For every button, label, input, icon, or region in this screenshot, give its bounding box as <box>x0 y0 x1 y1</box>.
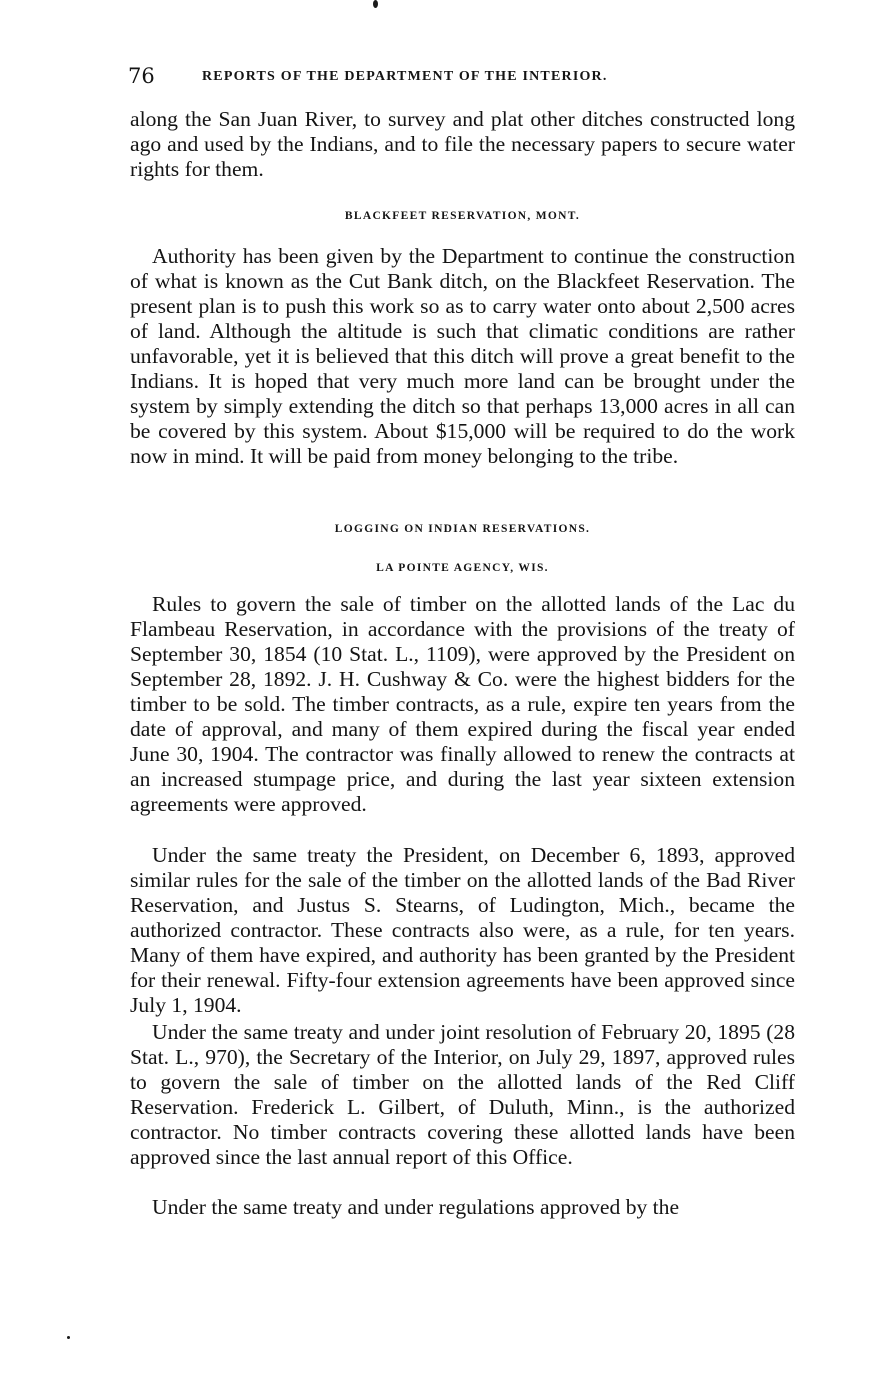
print-speck <box>67 1336 70 1339</box>
paragraph-lac-du-flambeau: Rules to govern the sale of timber on the allotted lands of the Lac du Flambeau Reservation, in accordance with the provisions of the treaty of September 30, 1854 (10 Stat. L., 1109), were approved by the President on September 28, 1892. J. H. Cushway & Co. were the highest bidders for the timber to be sold. The timber contracts, as a rule, expire ten years from the date of approval, and many of them expired during the fiscal year ended June 30, 1904. The contractor was finally allowed to renew the contracts at an increased stumpage price, and during the last year sixteen extension agreements were approved. <box>130 592 795 816</box>
paragraph-intro: along the San Juan River, to survey and plat other ditches constructed long ago and used by the Indians, and to file the necessary papers to secure water rights for them. <box>130 107 795 181</box>
paragraph-blackfeet: Authority has been given by the Department to continue the construction of what is known as the Cut Bank ditch, on the Blackfeet Reservation. The present plan is to push this work so as to carry water onto about 2,500 acres of land. Although the altitude is such that climatic conditions are rather unfavorable, yet it is believed that this ditch will prove a great benefit to the Indians. It is hoped that very much more land can be brought under the system by simply extending the ditch so that perhaps 13,000 acres in all can be covered by this system. About $15,000 will be required to do the work now in mind. It will be paid from money belonging to the tribe. <box>130 244 795 468</box>
print-speck <box>373 0 378 8</box>
heading-logging: LOGGING ON INDIAN RESERVATIONS. <box>334 523 591 535</box>
paragraph-regulations: Under the same treaty and under regulations approved by the <box>152 1195 680 1219</box>
heading-blackfeet: BLACKFEET RESERVATION, MONT. <box>344 210 581 222</box>
running-title: REPORTS OF THE DEPARTMENT OF THE INTERIOR. <box>202 69 608 84</box>
page-number: 76 <box>128 64 155 88</box>
paragraph-red-cliff: Under the same treaty and under joint resolution of February 20, 1895 (28 Stat. L., 970), the Secretary of the Interior, on July 29, 1897, approved rules to govern the sale of timber on the allotted lands of the Red Cliff Reservation. Frederick L. Gilbert, of Duluth, Minn., is the authorized contractor. No timber contracts covering these allotted lands have been approved since the last annual report of this Office. <box>130 1020 795 1169</box>
page-header <box>128 62 795 92</box>
paragraph-bad-river: Under the same treaty the President, on December 6, 1893, approved similar rules for the sale of the timber on the allotted lands of the Bad River Reservation, and Justus S. Stearns, of Ludington, Mich., became the authorized contractor. These contracts also were, as a rule, for ten years. Many of them have expired, and authority has been granted by the President for their renewal. Fifty-four extension agreements have been approved since July 1, 1904. <box>130 843 795 1017</box>
heading-la-pointe: LA POINTE AGENCY, WIS. <box>376 562 549 574</box>
